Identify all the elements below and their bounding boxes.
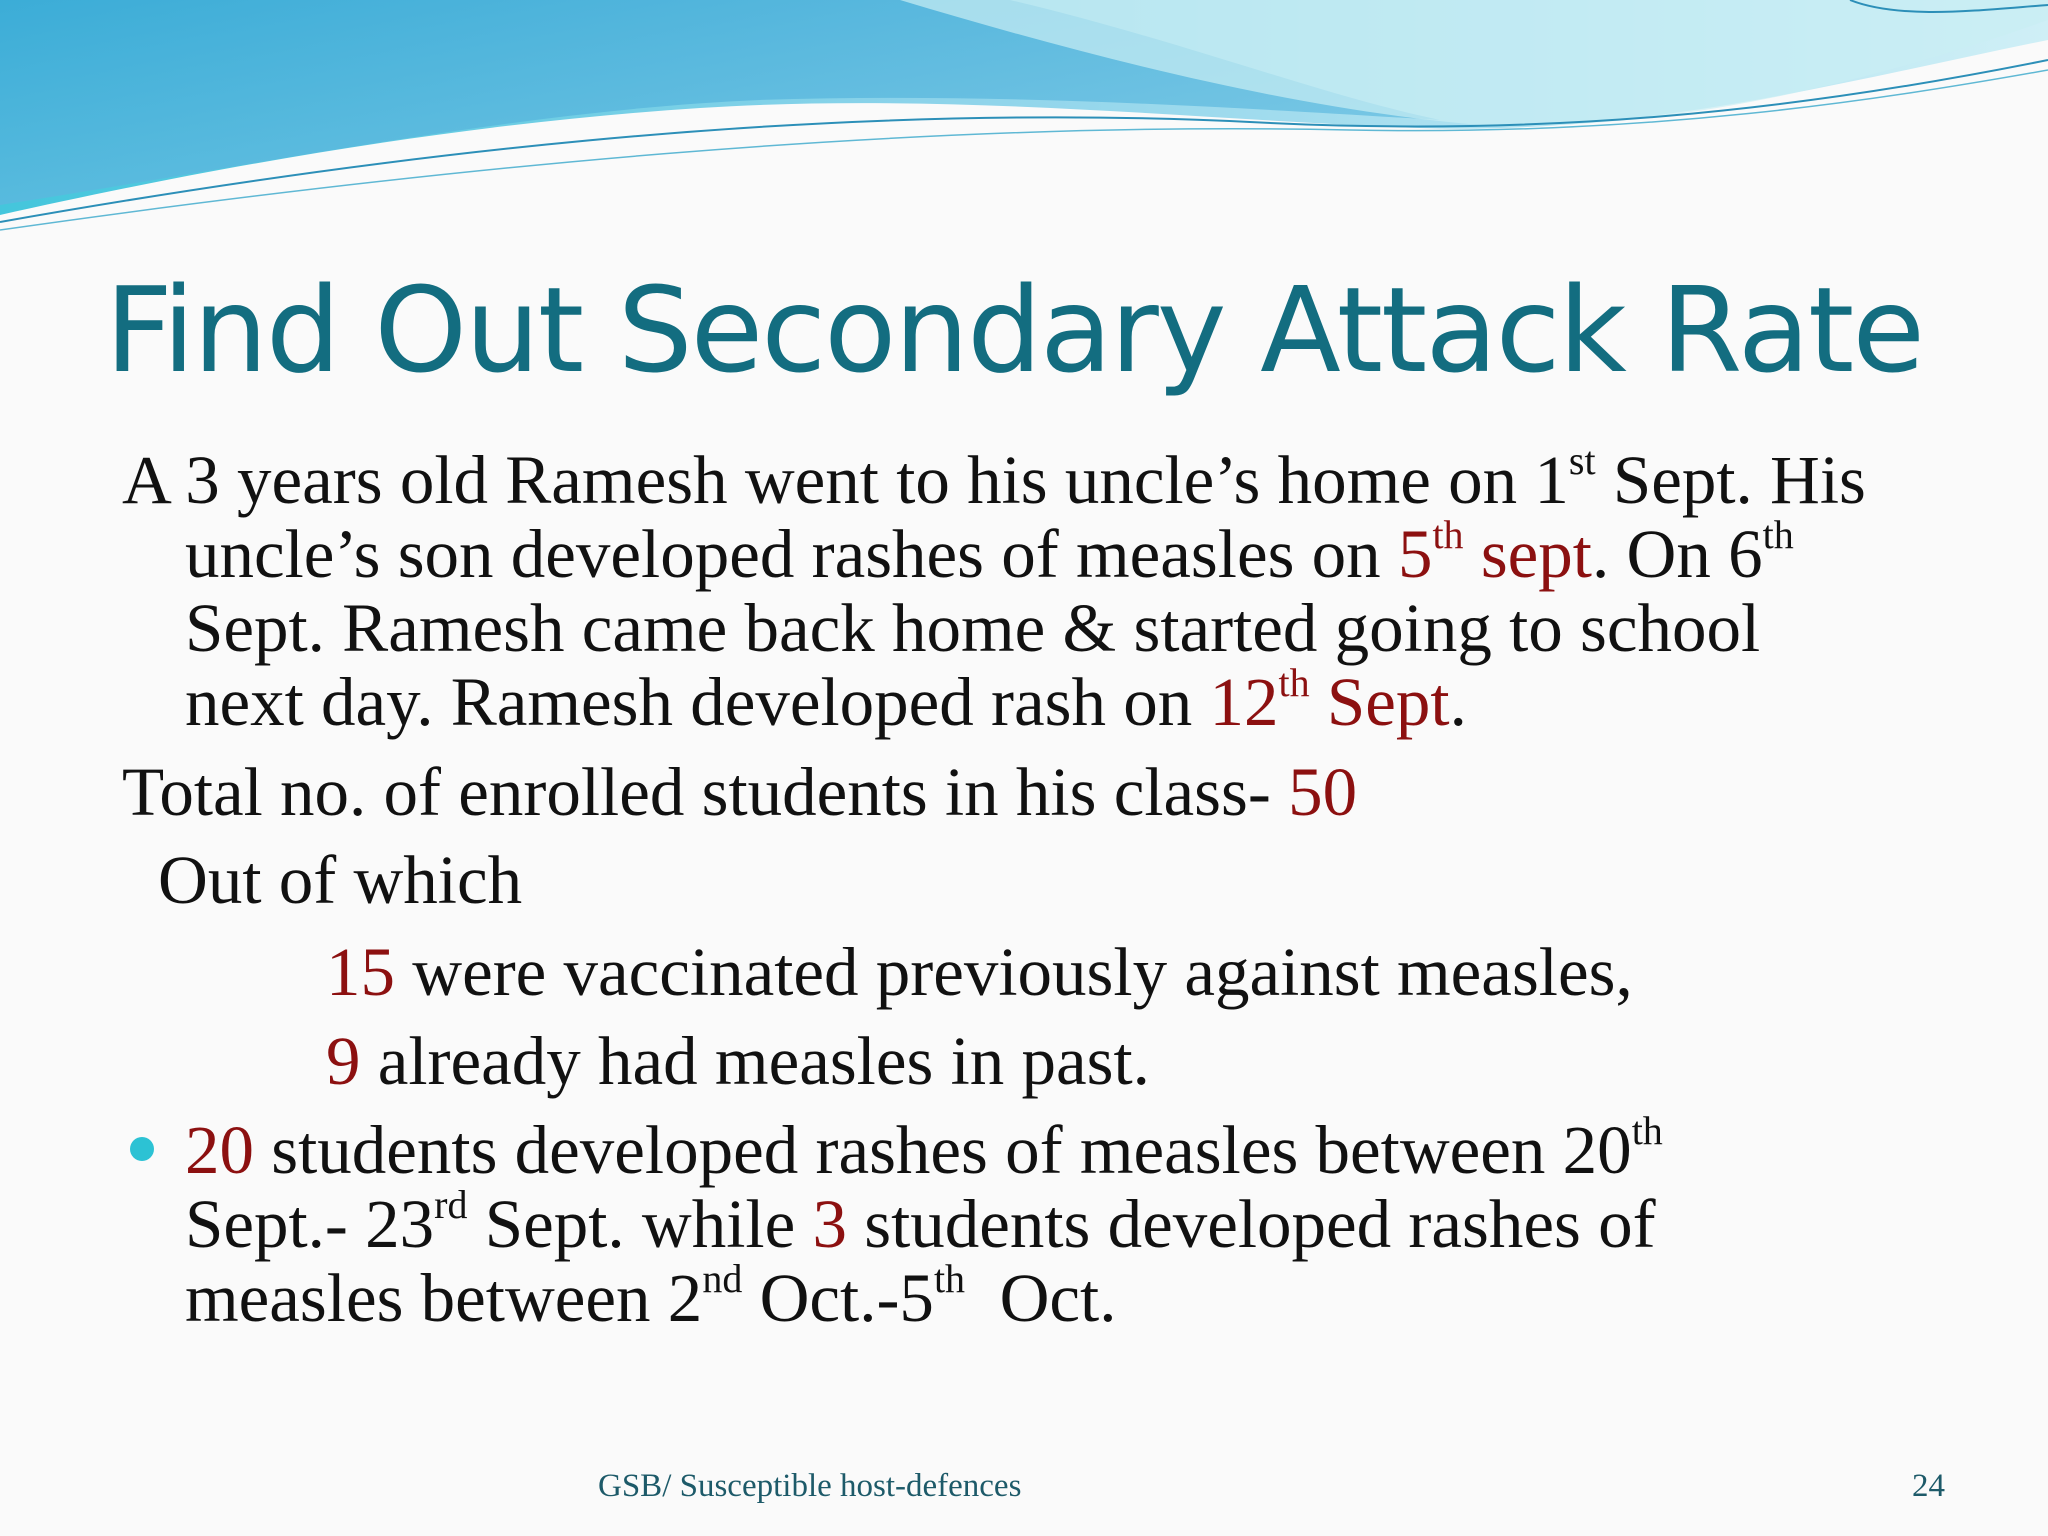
enrolled-line: Total no. of enrolled students in his class- 50 [122,754,1358,830]
cases-line-3: measles between 2nd Oct.-5th Oct. [185,1256,1117,1336]
footer-text: GSB/ Susceptible host-defences [598,1468,1022,1504]
past-measles-line: 9 already had measles in past. [326,1023,1150,1099]
vaccinated-line: 15 were vaccinated previously against measles, [326,934,1633,1010]
cases-bullet-item [185,1108,1663,1336]
highlight-number: 50 [1288,754,1358,830]
slide-title: Find Out Secondary Attack Rate [105,261,1923,399]
highlight-number: 9 [326,1023,361,1099]
scenario-line-2: uncle’s son developed rashes of measles on 5th sept. On 6th [185,512,1794,592]
scenario-line-4: next day. Ramesh developed rash on 12th Sept. [185,660,1467,740]
scenario-paragraph [122,438,1866,740]
out-of-which-line: Out of which [158,842,523,918]
highlight-number: 3 [812,1186,847,1262]
cases-line-2: Sept.- 23rd Sept. while 3 students developed rashes of [185,1182,1656,1262]
highlight-number: 15 [326,934,395,1010]
bullet-icon [130,1137,154,1161]
scenario-line-1: A 3 years old Ramesh went to his uncle’s home on 1st Sept. His [122,438,1866,518]
page-number: 24 [1912,1468,1945,1504]
highlight-date: 5th sept [1397,512,1592,592]
scenario-line-3: Sept. Ramesh came back home & started going to school [185,590,1761,666]
cases-line-1: 20 students developed rashes of measles between 20th [185,1108,1663,1188]
header-wave-decoration [0,0,2048,240]
highlight-date: 12th Sept [1209,660,1450,740]
highlight-number: 20 [185,1112,254,1188]
